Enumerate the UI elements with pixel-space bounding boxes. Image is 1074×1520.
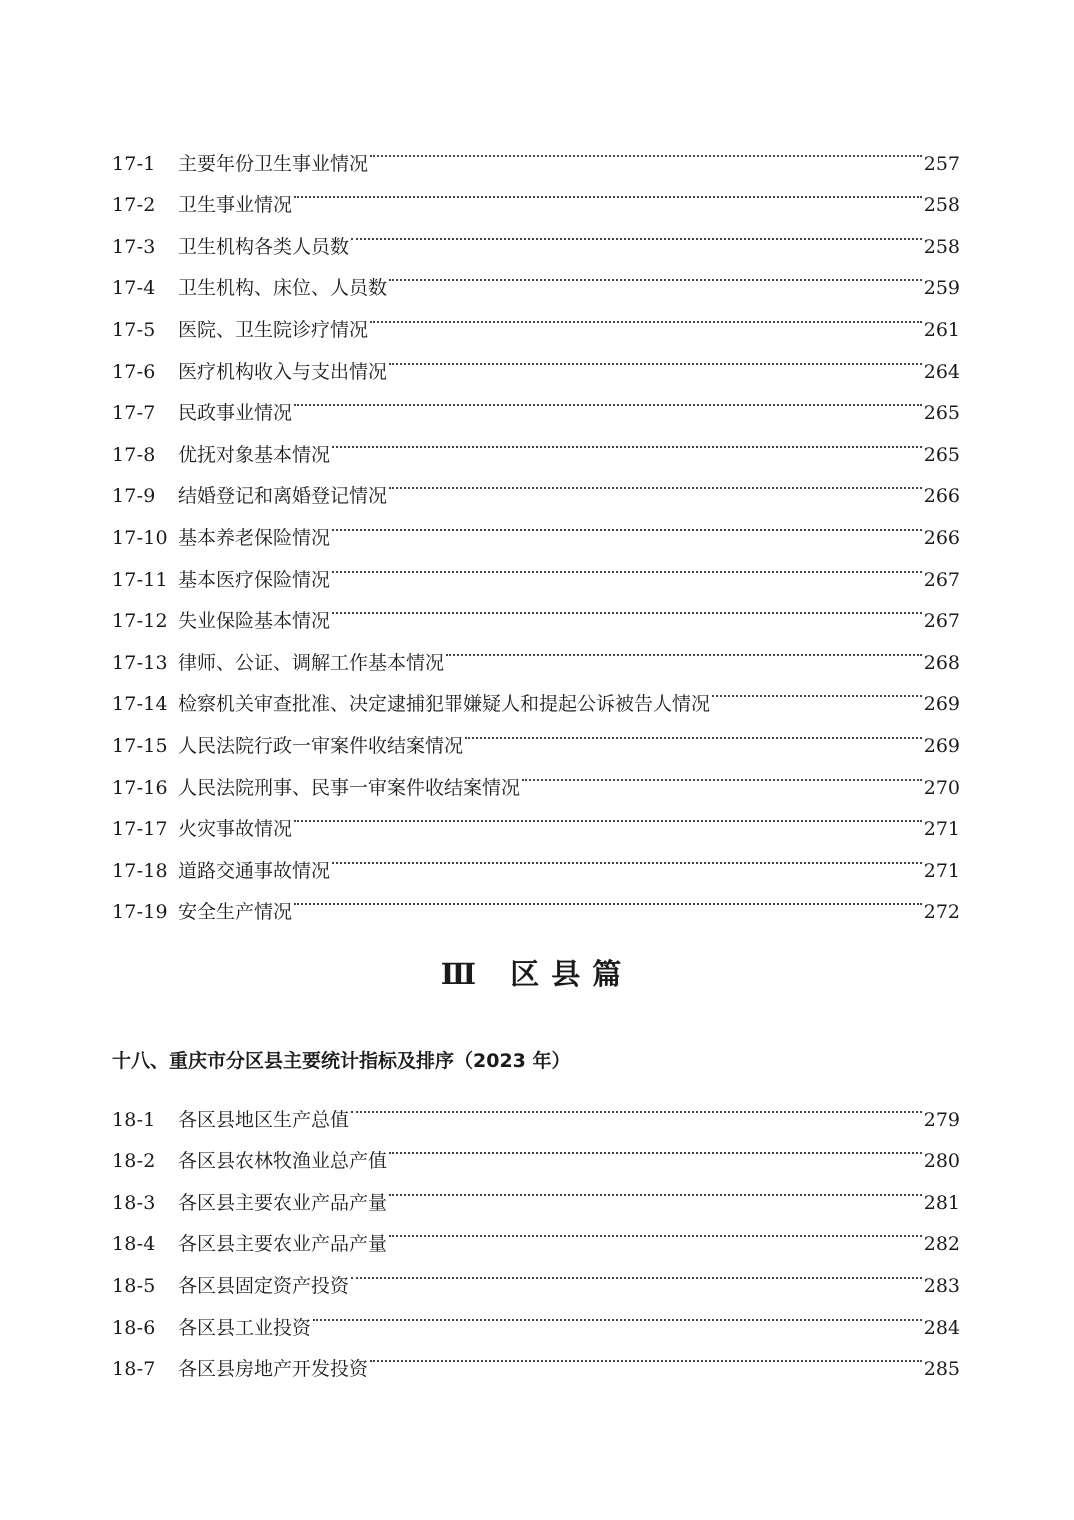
toc-entry-title: 基本医疗保险情况 [178, 568, 331, 591]
toc-entry-title: 律师、公证、调解工作基本情况 [178, 651, 445, 674]
toc-entry-title: 失业保险基本情况 [178, 610, 331, 633]
toc-entry-number: 17-7 [112, 402, 156, 425]
toc-entry-title: 优抚对象基本情况 [178, 443, 331, 466]
toc-entry-page: 267 [923, 610, 960, 633]
toc-entry-title: 医院、卫生院诊疗情况 [178, 318, 369, 341]
toc-entry-page: 279 [923, 1108, 960, 1131]
dot-leader [351, 1250, 922, 1292]
dot-leader [351, 1084, 922, 1126]
toc-entry-page: 259 [923, 277, 960, 300]
dot-leader [389, 1167, 922, 1209]
dot-leader [294, 877, 922, 919]
dot-leader [370, 128, 922, 170]
dot-leader [332, 502, 922, 544]
dot-leader [712, 669, 922, 711]
toc-entry[interactable] [112, 128, 960, 175]
toc-entry-title: 各区县主要农业产品产量 [178, 1233, 388, 1256]
toc-entry-page: 258 [923, 235, 960, 258]
dot-leader [294, 794, 922, 836]
toc-entry-page: 257 [923, 152, 960, 175]
toc-entry-page: 266 [923, 526, 960, 549]
toc-section-18 [112, 1084, 960, 1381]
dot-leader [332, 835, 922, 877]
toc-entry-title: 各区县工业投资 [178, 1316, 312, 1339]
toc-entry-page: 271 [923, 818, 960, 841]
toc-entry-title: 民政事业情况 [178, 402, 293, 425]
toc-entry-title: 卫生事业情况 [178, 194, 293, 217]
toc-entry-page: 269 [923, 734, 960, 757]
dot-leader [351, 211, 922, 253]
toc-entry-title: 各区县固定资产投资 [178, 1274, 350, 1297]
toc-entry-number: 17-6 [112, 360, 156, 383]
dot-leader [465, 710, 922, 752]
toc-entry-page: 284 [923, 1316, 960, 1339]
toc-entry-number: 17-14 [112, 693, 168, 716]
toc-entry-number: 17-9 [112, 485, 156, 508]
toc-entry-number: 18-4 [112, 1233, 156, 1256]
toc-entry-page: 285 [923, 1358, 960, 1381]
dot-leader [389, 461, 922, 503]
dot-leader [294, 170, 922, 212]
part-title: Ⅲ 区县篇 [440, 957, 634, 991]
toc-entry-title: 基本养老保险情况 [178, 526, 331, 549]
toc-entry-number: 18-7 [112, 1358, 156, 1381]
toc-entry-title: 人民法院刑事、民事一审案件收结案情况 [178, 776, 521, 799]
toc-entry-title: 各区县农林牧渔业总产值 [178, 1150, 388, 1173]
toc-entry-number: 17-13 [112, 651, 168, 674]
toc-entry-number: 17-1 [112, 152, 156, 175]
dot-leader [446, 627, 922, 669]
toc-entry-number: 17-8 [112, 443, 156, 466]
toc-entry-title: 各区县主要农业产品产量 [178, 1191, 388, 1214]
toc-entry-page: 280 [923, 1150, 960, 1173]
toc-entry-number: 18-2 [112, 1150, 156, 1173]
toc-entry-number: 17-18 [112, 859, 168, 882]
toc-entry-title: 火灾事故情况 [178, 818, 293, 841]
dot-leader [522, 752, 922, 794]
toc-entry-number: 18-3 [112, 1191, 156, 1214]
toc-entry-title: 主要年份卫生事业情况 [178, 152, 369, 175]
toc-entry-number: 17-10 [112, 526, 168, 549]
toc-entry-title: 各区县房地产开发投资 [178, 1358, 369, 1381]
toc-entry-page: 271 [923, 859, 960, 882]
toc-entry-number: 17-4 [112, 277, 156, 300]
dot-leader [370, 294, 922, 336]
dot-leader [332, 419, 922, 461]
toc-entry-number: 17-17 [112, 818, 168, 841]
dot-leader [313, 1292, 922, 1334]
toc-entry-page: 281 [923, 1191, 960, 1214]
toc-entry-number: 18-6 [112, 1316, 156, 1339]
toc-entry-title: 卫生机构各类人员数 [178, 235, 350, 258]
toc-entry-page: 265 [923, 443, 960, 466]
toc-entry-page: 268 [923, 651, 960, 674]
toc-entry-title: 结婚登记和离婚登记情况 [178, 485, 388, 508]
toc-entry-number: 17-11 [112, 568, 168, 591]
toc-entry-page: 282 [923, 1233, 960, 1256]
toc-entry-title: 医疗机构收入与支出情况 [178, 360, 388, 383]
toc-entry-page: 270 [923, 776, 960, 799]
toc-entry-title: 安全生产情况 [178, 901, 293, 924]
toc-entry-page: 269 [923, 693, 960, 716]
dot-leader [389, 1126, 922, 1168]
toc-entry-page: 264 [923, 360, 960, 383]
toc-entry-number: 18-5 [112, 1274, 156, 1297]
toc-entry-number: 17-5 [112, 318, 156, 341]
dot-leader [370, 1334, 922, 1376]
toc-entry-number: 17-12 [112, 610, 168, 633]
toc-entry-number: 17-2 [112, 194, 156, 217]
toc-entry-number: 17-16 [112, 776, 168, 799]
dot-leader [332, 586, 922, 628]
dot-leader [294, 378, 922, 420]
toc-entry-number: 17-19 [112, 901, 168, 924]
toc-entry-title: 人民法院行政一审案件收结案情况 [178, 734, 464, 757]
toc-entry-title: 各区县地区生产总值 [178, 1108, 350, 1131]
toc-entry-page: 283 [923, 1274, 960, 1297]
dot-leader [389, 1209, 922, 1251]
toc-entry-page: 266 [923, 485, 960, 508]
toc-entry-page: 258 [923, 194, 960, 217]
toc-entry-page: 261 [923, 318, 960, 341]
toc-entry-page: 267 [923, 568, 960, 591]
toc-entry-title: 卫生机构、床位、人员数 [178, 277, 388, 300]
dot-leader [332, 544, 922, 586]
toc-entry-number: 17-15 [112, 734, 168, 757]
toc-entry-page: 272 [923, 901, 960, 924]
chapter-18-heading: 十八、重庆市分区县主要统计指标及排序（2023 年） [112, 1050, 571, 1072]
toc-entry-title: 检察机关审查批准、决定逮捕犯罪嫌疑人和提起公诉被告人情况 [178, 693, 711, 716]
dot-leader [389, 336, 922, 378]
toc-entry[interactable] [112, 1084, 960, 1131]
toc-entry-number: 18-1 [112, 1108, 156, 1131]
dot-leader [389, 253, 922, 295]
toc-entry-page: 265 [923, 402, 960, 425]
toc-section-17 [112, 128, 960, 924]
toc-entry-title: 道路交通事故情况 [178, 859, 331, 882]
toc-entry-number: 17-3 [112, 235, 156, 258]
